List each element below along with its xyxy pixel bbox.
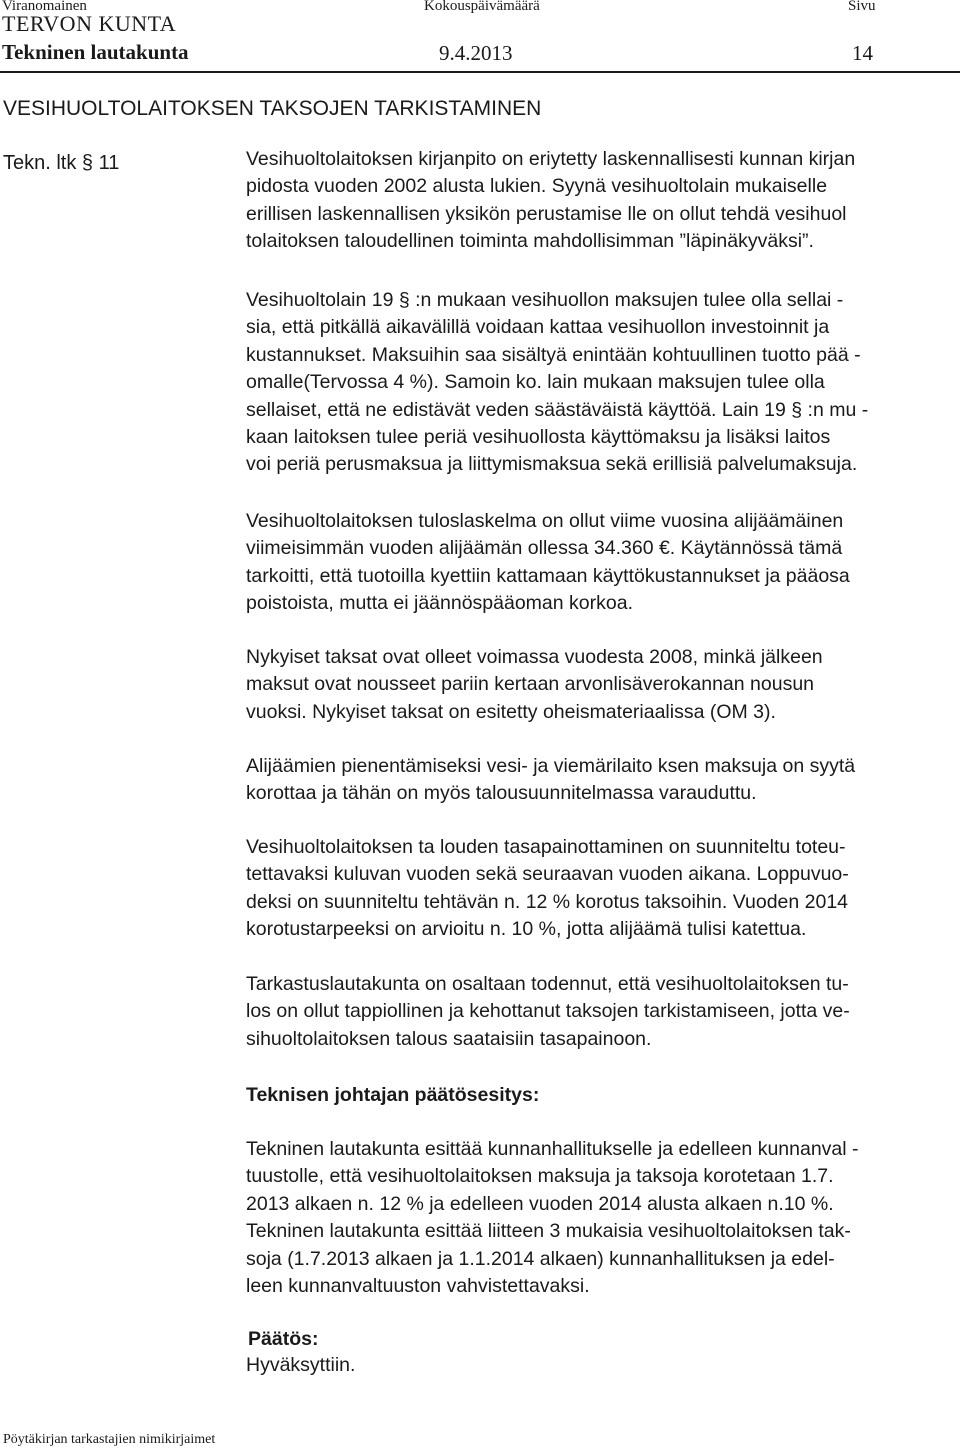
text-line: vuoksi. Nykyiset taksat on esitetty oheismateriaalissa (OM 3). — [246, 700, 776, 723]
paragraph-income-statement — [246, 508, 850, 618]
decision-text: Hyväksyttiin. — [246, 1354, 356, 1376]
header-label-authority: Viranomainen — [2, 0, 87, 14]
text-line: korottaa ja tähän on myös talousuunnitelmassa varauduttu. — [246, 782, 757, 805]
text-line: Vesihuoltolaitoksen ta louden tasapainottaminen on suunniteltu toteu- — [246, 836, 846, 858]
decision-heading: Päätös: — [248, 1328, 319, 1350]
text-line: Nykyiset taksat ovat olleet voimassa vuodesta 2008, minkä jälkeen — [246, 646, 823, 668]
text-line: Vesihuoltolaitoksen kirjanpito on eriytetty laskennallisesti kunnan kirjan — [246, 148, 856, 170]
text-line: deksi on suunniteltu tehtävän n. 12 % korotus taksoihin. Vuoden 2014 — [246, 890, 849, 913]
text-line: Vesihuoltolaitoksen tuloslaskelma on ollut viime vuosina alijäämäinen — [246, 510, 844, 532]
paragraph-balancing-plan — [246, 834, 849, 944]
text-line: los on ollut tappiollinen ja kehottanut taksojen tarkistamiseen, jotta ve- — [246, 1000, 850, 1023]
text-line: poistoista, mutta ei jäännöspääoman korkoa. — [246, 592, 633, 615]
text-line: sihuoltolaitoksen talous saataisiin tasapainoon. — [246, 1027, 652, 1050]
text-line: Tekninen lautakunta esittää kunnanhallitukselle ja edelleen kunnanval - — [246, 1138, 859, 1160]
text-line: kustannukset. Maksuihin saa sisältyä enintään kohtuullinen tuotto pää - — [246, 343, 861, 366]
header-divider — [0, 71, 960, 73]
text-line: Tekninen lautakunta esittää liitteen 3 mukaisia vesihuoltolaitoksen tak- — [246, 1220, 851, 1243]
text-line: sia, että pitkällä aikavälillä voidaan kattaa vesihuollon investoinnit ja — [246, 316, 830, 339]
text-line: kaan laitoksen tulee periä vesihuollosta käyttömaksu ja lisäksi laitos — [246, 426, 831, 449]
text-line: maksut ovat nousseet pariin kertaan arvonlisäverokannan nousun — [246, 673, 815, 696]
text-line: tarkoitti, että tuotoilla kyettiin kattamaan käyttökustannukset ja pääosa — [246, 564, 850, 587]
text-line: 2013 alkaen n. 12 % ja edelleen vuoden 2014 alusta alkaen n.10 %. — [246, 1192, 834, 1215]
paragraph-current-tariffs — [246, 644, 823, 726]
organization-name: TERVON KUNTA — [2, 11, 177, 36]
text-line: sellaiset, että ne edistävät veden säästäväistä käyttöä. Lain 19 § :n mu - — [246, 398, 869, 421]
text-line: erillisen laskennallisen yksikön perustamise lle on ollut tehdä vesihuol — [246, 202, 847, 225]
meeting-date: 9.4.2013 — [439, 41, 513, 65]
text-line: tuustolle, että vesihuoltolaitoksen maksuja ja taksoja korotetaan 1.7. — [246, 1165, 834, 1188]
text-line: Vesihuoltolain 19 § :n mukaan vesihuollon maksujen tulee olla sellai - — [246, 289, 844, 311]
text-line: Tarkastuslautakunta on osaltaan todennut, että vesihuoltolaitoksen tu- — [246, 973, 849, 995]
header-label-meeting-date: Kokouspäivämäärä — [424, 0, 540, 14]
paragraph-reference: Tekn. ltk § 11 — [3, 152, 120, 174]
text-line: korotustarpeeksi on arvioitu n. 10 %, jotta alijäämä tulisi katettua. — [246, 918, 807, 941]
text-line: soja (1.7.2013 alkaen ja 1.1.2014 alkaen) kunnanhallituksen ja edel- — [246, 1247, 835, 1270]
text-line: leen kunnanvaltuuston vahvistettavaksi. — [246, 1275, 590, 1298]
text-line: omalle(Tervossa 4 %). Samoin ko. lain mukaan maksujen tulee olla — [246, 371, 825, 394]
header-label-page: Sivu — [848, 0, 876, 14]
paragraph-background — [246, 146, 855, 256]
paragraph-audit-committee — [246, 971, 850, 1053]
footer-initials-label: Pöytäkirjan tarkastajien nimikirjaimet — [3, 1432, 216, 1447]
committee-name: Tekninen lautakunta — [2, 40, 189, 64]
text-line: viimeisimmän vuoden alijäämän ollessa 34.360 €. Käytännössä tämä — [246, 537, 843, 560]
section-title: VESIHUOLTOLAITOKSEN TAKSOJEN TARKISTAMINEN — [3, 97, 542, 120]
text-line: tolaitoksen taloudellinen toiminta mahdollisimman ”läpinäkyväksi”. — [246, 230, 814, 253]
text-line: tettavaksi kuluvan vuoden sekä seuraavan vuoden aikana. Loppuvuo- — [246, 863, 849, 886]
text-line: pidosta vuoden 2002 alusta lukien. Syynä vesihuoltolain mukaiselle — [246, 175, 828, 198]
page-number: 14 — [852, 41, 873, 65]
text-line: voi periä perusmaksua ja liittymismaksua sekä erillisiä palvelumaksuja. — [246, 453, 858, 476]
paragraph-deficit-reduction — [246, 753, 855, 808]
text-line: Alijäämien pienentämiseksi vesi- ja viemärilaito ksen maksuja on syytä — [246, 755, 856, 777]
paragraph-proposal — [246, 1136, 859, 1300]
paragraph-legal-basis — [246, 287, 868, 479]
proposal-heading: Teknisen johtajan päätösesitys: — [246, 1084, 540, 1106]
